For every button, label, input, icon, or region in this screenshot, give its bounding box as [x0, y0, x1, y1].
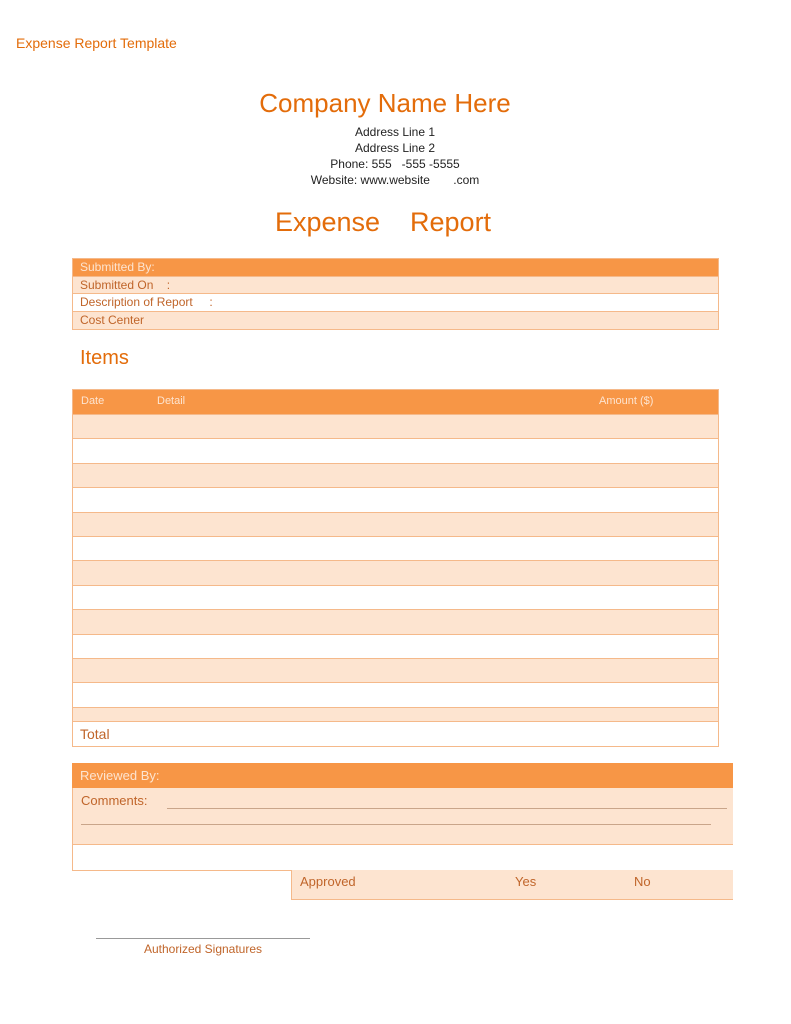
table-row[interactable] — [73, 414, 718, 438]
table-row[interactable] — [73, 487, 718, 511]
approval-row — [291, 870, 733, 900]
document-label: Expense Report Template — [16, 35, 177, 51]
table-row[interactable] — [73, 438, 718, 462]
column-detail: Detail — [157, 395, 186, 407]
table-row[interactable] — [73, 585, 718, 609]
comments-label: Comments: — [81, 793, 148, 808]
approved-label: Approved — [300, 874, 356, 889]
table-row[interactable] — [73, 536, 718, 560]
signature-label: Authorized Signatures — [143, 942, 263, 956]
approval-yes-option[interactable]: Yes — [515, 874, 537, 889]
phone-line: Phone: 555 -555 -5555 — [330, 157, 460, 171]
table-row[interactable] — [73, 609, 718, 633]
items-heading: Items — [80, 347, 129, 369]
submitted-by-field[interactable]: Submitted By: — [73, 259, 718, 277]
approval-no-option[interactable]: No — [634, 874, 651, 889]
website-line: Website: www.website .com — [310, 173, 480, 187]
report-info-block — [72, 258, 719, 330]
column-amount: Amount ($) — [599, 395, 654, 407]
table-row[interactable] — [73, 634, 718, 658]
table-row[interactable] — [73, 463, 718, 487]
table-row[interactable] — [73, 560, 718, 584]
company-address-block — [0, 124, 790, 188]
comments-area[interactable] — [72, 788, 733, 844]
reviewed-by-field[interactable]: Reviewed By: — [72, 763, 733, 788]
column-date: Date — [81, 395, 105, 407]
submitted-on-field[interactable]: Submitted On : — [73, 277, 718, 295]
table-row[interactable] — [73, 682, 718, 706]
comments-line — [81, 824, 711, 825]
total-row: Total — [73, 721, 718, 746]
address-line-2: Address Line 2 — [354, 141, 436, 155]
cost-center-field[interactable]: Cost Center — [73, 312, 718, 330]
table-row[interactable] — [73, 707, 718, 721]
company-name: Company Name Here — [259, 88, 511, 118]
table-row[interactable] — [73, 658, 718, 682]
comments-line — [167, 808, 727, 809]
items-table — [72, 389, 719, 747]
review-block — [72, 763, 733, 871]
signature-line[interactable] — [96, 938, 310, 939]
items-table-header — [73, 390, 718, 414]
review-blank-row[interactable] — [72, 844, 733, 871]
table-row[interactable] — [73, 512, 718, 536]
address-line-1: Address Line 1 — [354, 125, 436, 139]
report-title: Expense Report — [274, 207, 492, 237]
description-field[interactable]: Description of Report : — [73, 294, 718, 312]
